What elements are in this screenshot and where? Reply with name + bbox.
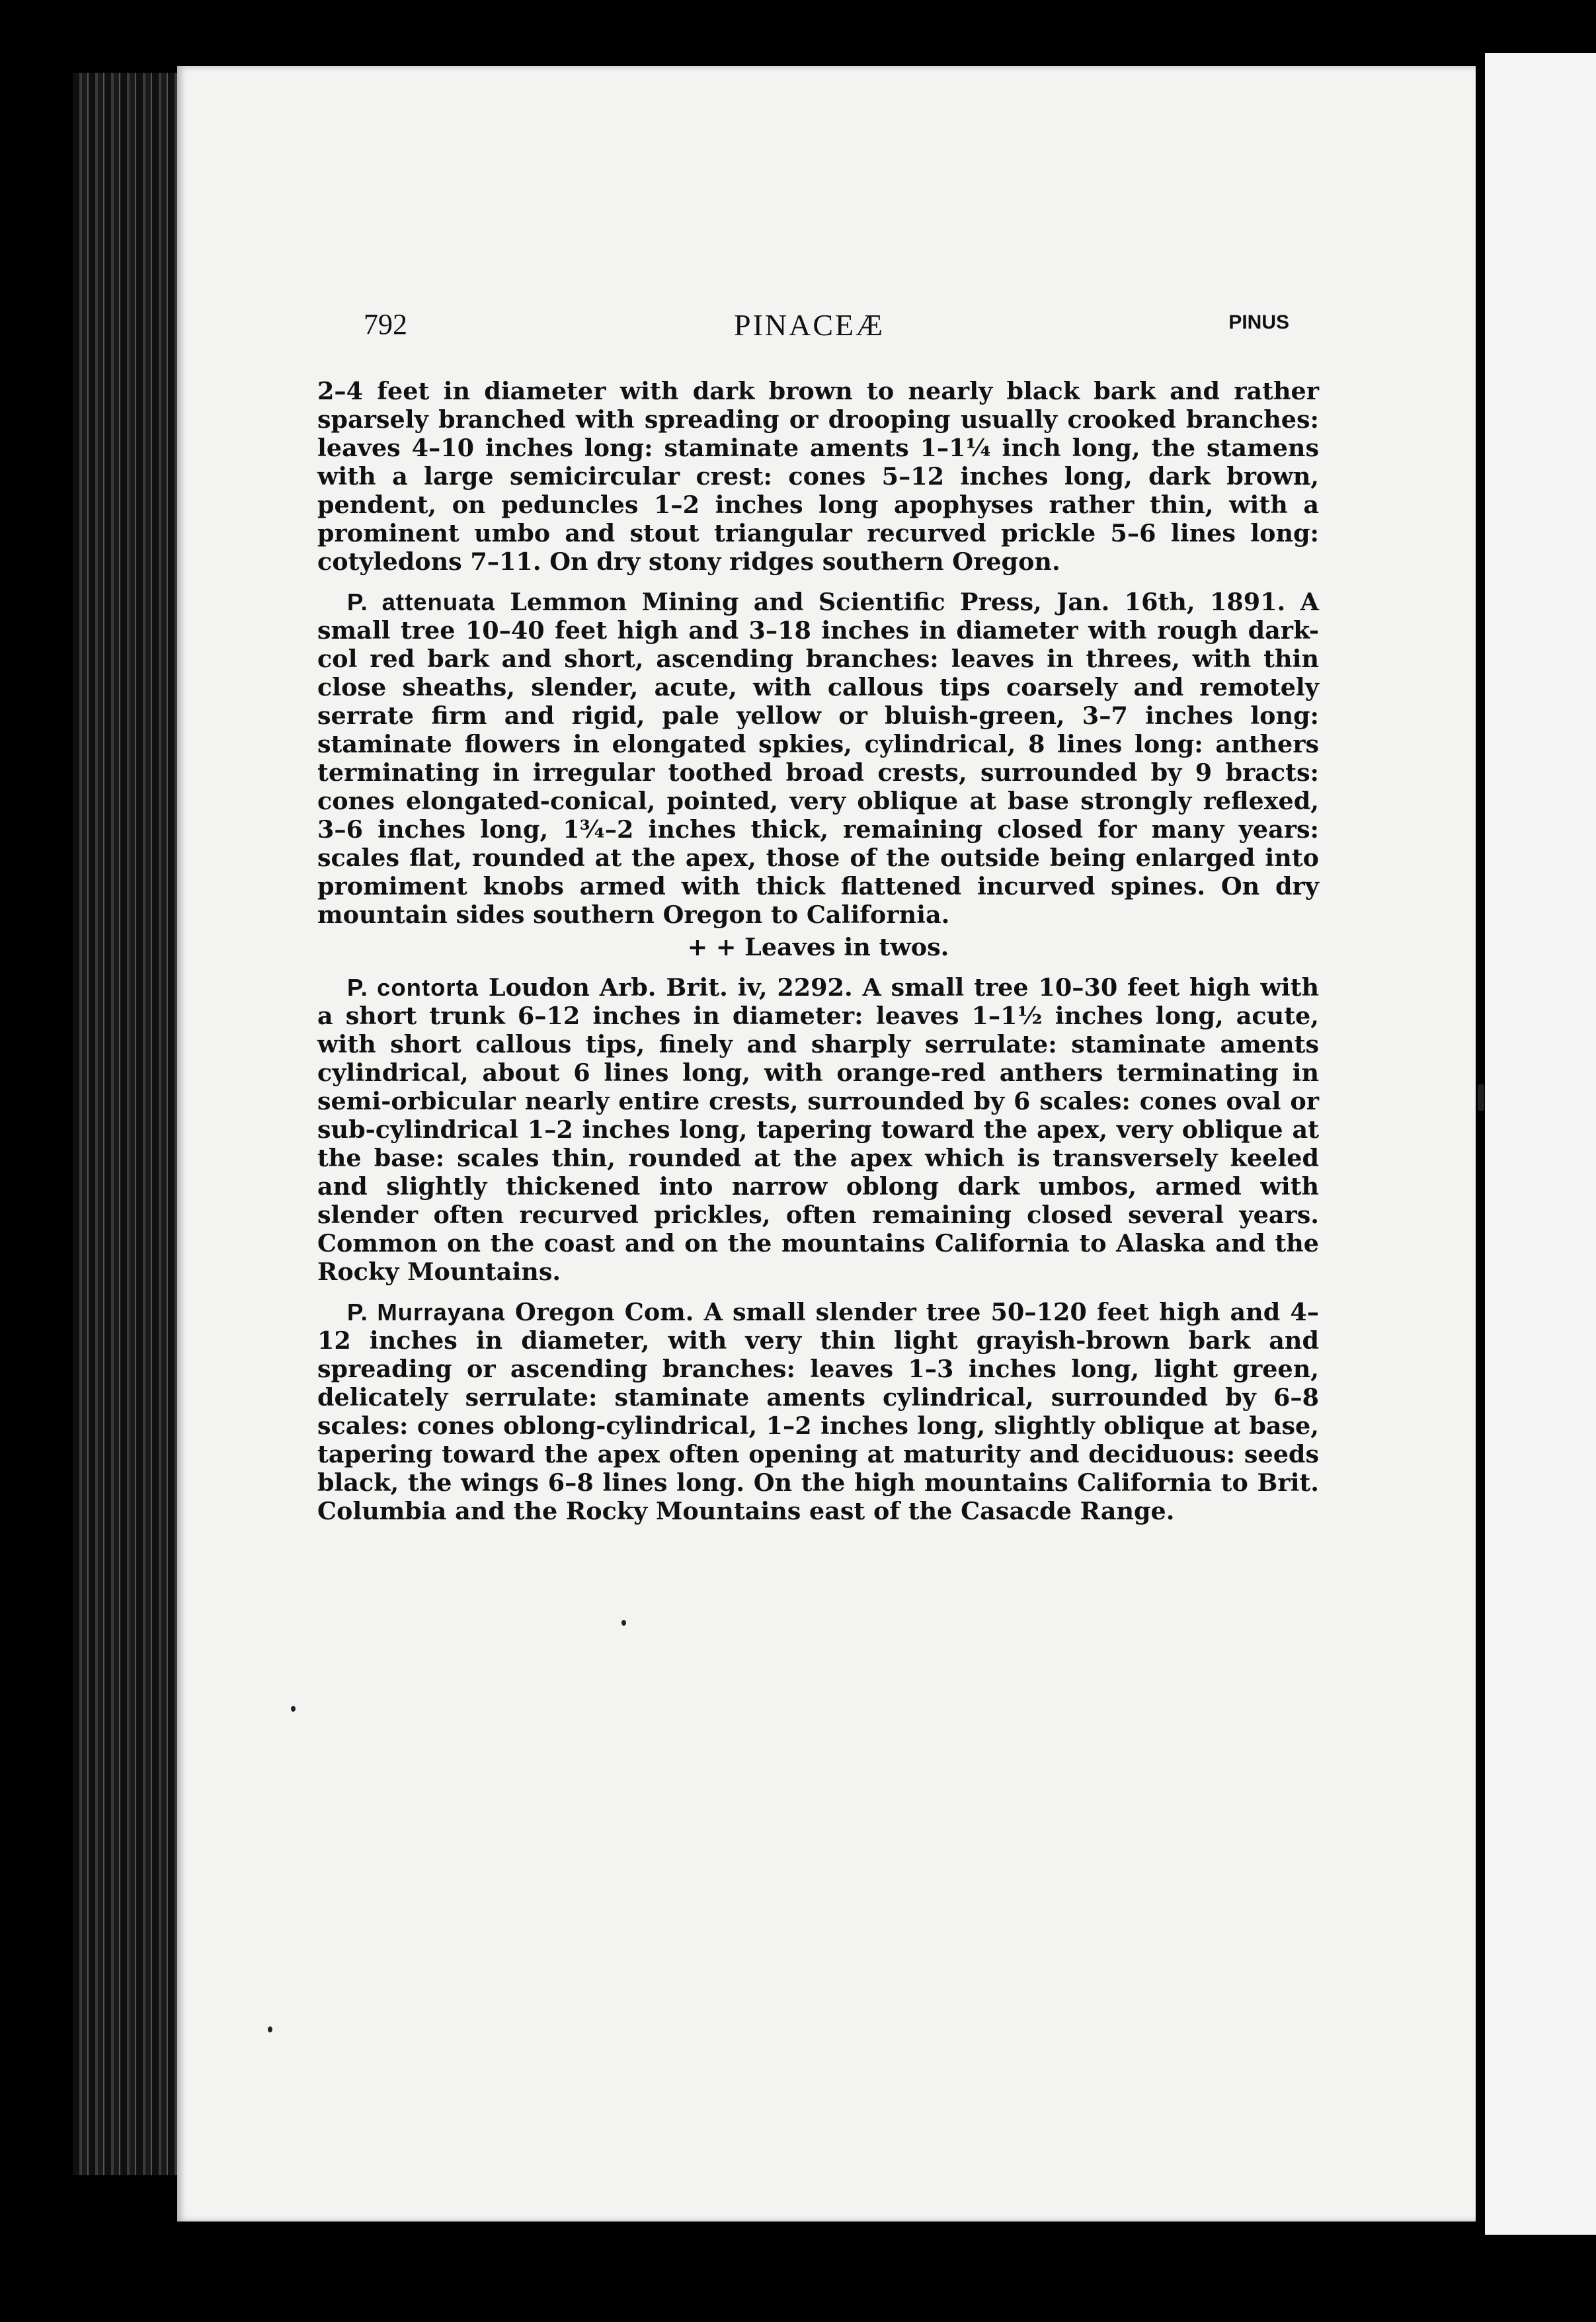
species-name: P. contorta (347, 974, 479, 1001)
gutter-shadow (1476, 63, 1485, 2231)
entry-attenuata (317, 588, 1319, 929)
section-divider: + + Leaves in twos. (687, 933, 949, 961)
page-number: 792 (364, 308, 407, 340)
entry-text: Oregon Com. A small slender tree 50–120 feet high and 4–12 inches in diameter, with very thin light grayish-brown bark and spreading or ascending branches: leaves 1–3 inches long, light green, delicately serrulate: staminate aments cylindrical, surrounded by 6–8 scales: cones oblong-cylindrical, 1–2 inches long, slightly oblique at base, tapering toward the apex often opening at maturity and deciduous: seeds black, the wings 6–8 lines long. On the high mountains California to Brit. Columbia and the Rocky Mountains east of the Casacde Range. (317, 1298, 1319, 1525)
species-name: P. Murrayana (347, 1299, 505, 1326)
body-text (317, 377, 1319, 1525)
page-title: PINACEÆ (734, 308, 885, 342)
page-stack-edge (73, 73, 185, 2175)
entry-text: Lemmon Mining and Scientific Press, Jan. 16th, 1891. A small tree 10–40 feet high and 3–18 inches in diameter with rough dark-col red bark and short, ascending branches: leaves in threes, with thin close sheaths, slender, acute, with callous tips coarsely and remotely serrate firm and rigid, pale yellow or bluish-green, 3–7 inches long: staminate flowers in elongated spkies, cylindrical, 8 lines long: anthers terminating in irregular toothed broad crests, surrounded by 9 bracts: cones elongated-conical, pointed, very oblique at base strongly reflexed, 3–6 inches long, 1¾–2 inches thick, remaining closed for many years: scales flat, rounded at the apex, those of the outside being enlarged into promiment knobs armed with thick flattened incurved spines. On dry mountain sides southern Oregon to California. (317, 588, 1319, 929)
species-name: P. attenuata (347, 588, 495, 616)
continuation-paragraph: 2–4 feet in diameter with dark brown to nearly black bark and rather sparsely branched with spreading or drooping usually crooked branches: leaves 4–10 inches long: staminate aments 1–1¼ inch long, the stamens with a large semicircular crest: cones 5–12 inches long, dark brown, pendent, on peduncles 1–2 inches long apophyses rather thin, with a prominent umbo and stout triangular recurved prickle 5–6 lines long: cotyledons 7–11. On dry stony ridges southern Oregon. (317, 377, 1319, 576)
entry-murrayana (317, 1298, 1319, 1525)
facing-page-edge (1485, 53, 1596, 2235)
running-head (364, 307, 1289, 347)
genus-heading: PINUS (1228, 311, 1289, 333)
entry-text: Loudon Arb. Brit. iv, 2292. A small tree 10–30 feet high with a short trunk 6–12 inches in diameter: leaves 1–1½ inches long, acute, with short callous tips, finely and sharply serrulate: staminate aments cylindrical, about 6 lines long, with orange-red anthers terminating in semi-orbicular nearly entire crests, surrounded by 6 scales: cones oval or sub-cylindrical 1–2 inches long, tapering toward the apex, very oblique at the base: scales thin, rounded at the apex which is transversely keeled and slightly thickened into narrow oblong dark umbos, armed with slender often recurved prickles, often remaining closed several years. Common on the coast and on the mountains California to Alaska and the Rocky Mountains. (317, 973, 1320, 1286)
entry-contorta (317, 973, 1319, 1286)
